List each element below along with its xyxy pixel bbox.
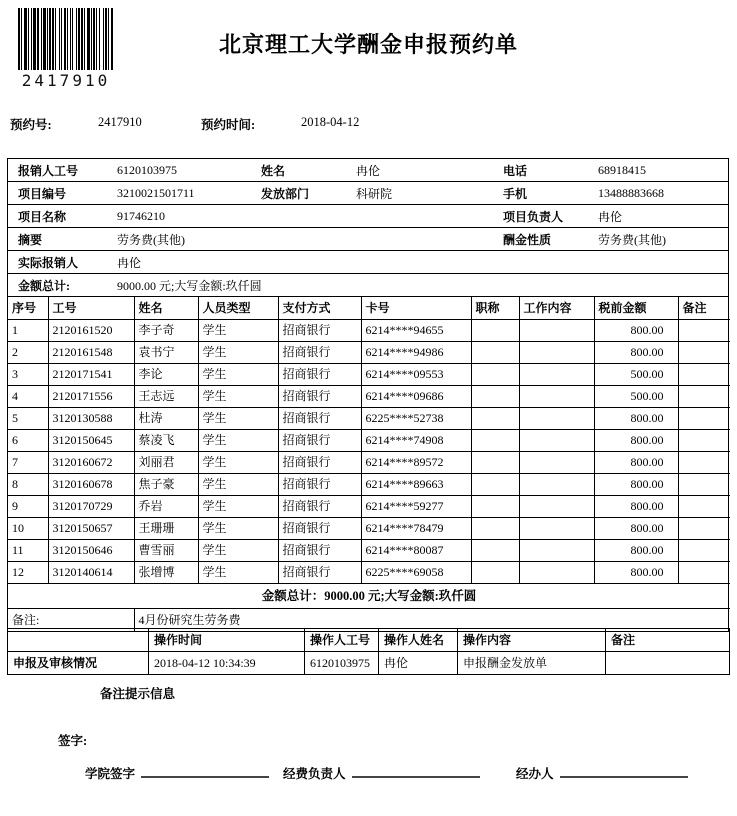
col-job-title: 职称	[471, 297, 519, 320]
audit-time: 2018-04-12 10:34:39	[149, 652, 305, 675]
col-employee-id: 工号	[48, 297, 134, 320]
table-cell: 9	[8, 496, 48, 518]
table-cell	[678, 540, 730, 562]
table-row	[8, 540, 730, 562]
reservation-no-value: 2417910	[98, 115, 142, 129]
audit-col-operator-id: 操作人工号	[305, 629, 379, 652]
table-cell: 学生	[198, 386, 278, 408]
college-signature-item	[85, 762, 269, 782]
remark-value: 4月份研究生劳务费	[138, 612, 241, 627]
audit-remark	[606, 652, 730, 675]
reservation-time-label: 预约时间:	[201, 118, 256, 132]
info-cell: 9000.00 元;大写金额:玖仟圆	[117, 278, 262, 293]
info-cell: 91746210	[117, 208, 165, 223]
table-cell: 2	[8, 342, 48, 364]
table-row	[8, 474, 730, 496]
audit-row-head: 申报及审核情况	[8, 652, 149, 675]
table-cell: 500.00	[594, 364, 678, 386]
table-cell	[519, 408, 594, 430]
table-cell: 6214****78479	[361, 518, 471, 540]
table-cell: 6214****59277	[361, 496, 471, 518]
table-cell: 招商银行	[278, 342, 361, 364]
table-cell: 4	[8, 386, 48, 408]
table-row	[8, 518, 730, 540]
fund-owner-signature-label: 经费负责人	[283, 767, 346, 781]
fund-owner-signature-item	[283, 762, 480, 782]
table-cell	[519, 320, 594, 342]
info-cell: 摘要	[18, 232, 43, 247]
table-cell	[678, 452, 730, 474]
table-cell	[678, 364, 730, 386]
handler-signature-item	[516, 762, 688, 782]
table-cell: 3	[8, 364, 48, 386]
table-cell: 11	[8, 540, 48, 562]
table-cell: 学生	[198, 518, 278, 540]
table-cell	[519, 474, 594, 496]
table-cell: 6214****09686	[361, 386, 471, 408]
info-cell: 项目负责人	[503, 209, 564, 224]
total-text: 金额总计：9000.00 元;大写金额:玖仟圆	[8, 584, 730, 609]
table-row	[8, 562, 730, 584]
table-cell: 3120170729	[48, 496, 134, 518]
table-cell: 6214****94655	[361, 320, 471, 342]
table-cell: 学生	[198, 342, 278, 364]
table-cell	[678, 342, 730, 364]
barcode-number: 2417910	[21, 71, 111, 90]
col-pretax-amount: 税前金额	[594, 297, 678, 320]
table-cell	[519, 562, 594, 584]
college-signature-line	[141, 762, 269, 778]
table-cell: 6225****52738	[361, 408, 471, 430]
col-pay-method: 支付方式	[278, 297, 361, 320]
table-row	[8, 408, 730, 430]
table-cell: 招商银行	[278, 320, 361, 342]
info-cell: 金额总计:	[18, 278, 70, 293]
info-cell: 发放部门	[261, 186, 310, 201]
table-cell: 2120161520	[48, 320, 134, 342]
table-cell: 800.00	[594, 342, 678, 364]
table-cell: 1	[8, 320, 48, 342]
table-cell: 800.00	[594, 496, 678, 518]
table-cell: 招商银行	[278, 408, 361, 430]
table-cell: 6214****89572	[361, 452, 471, 474]
table-cell: 6214****89663	[361, 474, 471, 496]
table-cell: 6214****94986	[361, 342, 471, 364]
info-cell: 酬金性质	[503, 232, 552, 247]
table-cell: 招商银行	[278, 474, 361, 496]
table-cell: 招商银行	[278, 518, 361, 540]
table-cell: 学生	[198, 452, 278, 474]
audit-operator-id: 6120103975	[305, 652, 379, 675]
table-cell: 800.00	[594, 430, 678, 452]
audit-data-row	[8, 652, 730, 675]
table-cell	[519, 452, 594, 474]
info-cell: 项目编号	[18, 186, 67, 201]
table-cell	[471, 452, 519, 474]
table-cell: 学生	[198, 320, 278, 342]
table-cell: 学生	[198, 562, 278, 584]
reservation-row	[0, 115, 737, 131]
table-cell: 5	[8, 408, 48, 430]
info-row	[8, 182, 728, 205]
signature-row	[0, 762, 737, 782]
table-row	[8, 496, 730, 518]
table-cell	[678, 562, 730, 584]
page-title: 北京理工大学酬金申报预约单	[218, 32, 518, 57]
table-cell: 12	[8, 562, 48, 584]
info-cell: 实际报销人	[18, 255, 79, 270]
table-cell	[678, 386, 730, 408]
col-person-type: 人员类型	[198, 297, 278, 320]
table-cell	[519, 364, 594, 386]
info-row	[8, 228, 728, 251]
reservation-no-label: 预约号:	[10, 118, 52, 132]
audit-section	[7, 628, 729, 675]
table-cell: 6	[8, 430, 48, 452]
table-cell: 800.00	[594, 562, 678, 584]
table-cell: 800.00	[594, 540, 678, 562]
table-cell: 招商银行	[278, 540, 361, 562]
table-cell	[519, 430, 594, 452]
info-cell: 手机	[503, 186, 528, 201]
table-cell: 3120160672	[48, 452, 134, 474]
table-cell: 张增博	[134, 562, 198, 584]
table-cell: 招商银行	[278, 386, 361, 408]
table-cell: 学生	[198, 474, 278, 496]
table-cell: 李论	[134, 364, 198, 386]
table-cell: 焦子豪	[134, 474, 198, 496]
audit-operator-name: 冉伦	[379, 652, 458, 675]
table-cell: 3120130588	[48, 408, 134, 430]
detail-table-header	[8, 297, 730, 320]
detail-table	[8, 297, 730, 631]
table-cell	[471, 430, 519, 452]
table-cell	[519, 386, 594, 408]
table-cell: 3120150646	[48, 540, 134, 562]
info-cell: 姓名	[261, 163, 286, 178]
table-cell	[471, 364, 519, 386]
table-row	[8, 452, 730, 474]
info-cell: 13488883668	[598, 185, 664, 200]
table-row	[8, 430, 730, 452]
table-cell: 学生	[198, 430, 278, 452]
info-cell: 报销人工号	[18, 163, 79, 178]
table-cell: 10	[8, 518, 48, 540]
table-cell	[471, 474, 519, 496]
table-cell: 招商银行	[278, 562, 361, 584]
table-cell: 学生	[198, 408, 278, 430]
table-cell: 800.00	[594, 474, 678, 496]
audit-col-blank	[8, 629, 149, 652]
form-box	[7, 158, 729, 632]
remark-label: 备注:	[8, 609, 134, 632]
table-cell	[471, 408, 519, 430]
table-cell	[471, 518, 519, 540]
table-cell: 学生	[198, 540, 278, 562]
table-cell: 乔岩	[134, 496, 198, 518]
table-cell: 袁书宁	[134, 342, 198, 364]
table-cell: 2120171541	[48, 364, 134, 386]
table-cell: 7	[8, 452, 48, 474]
table-cell: 800.00	[594, 518, 678, 540]
table-cell: 8	[8, 474, 48, 496]
table-cell	[519, 342, 594, 364]
table-cell: 2120171556	[48, 386, 134, 408]
info-cell: 项目名称	[18, 209, 67, 224]
table-cell	[471, 496, 519, 518]
audit-content: 申报酬金发放单	[458, 652, 606, 675]
table-cell: 招商银行	[278, 364, 361, 386]
table-cell: 招商银行	[278, 452, 361, 474]
signature-section-label: 签字:	[58, 734, 88, 748]
table-cell: 6214****74908	[361, 430, 471, 452]
table-cell	[678, 408, 730, 430]
table-cell	[678, 518, 730, 540]
info-cell: 6120103975	[117, 162, 177, 177]
audit-col-content: 操作内容	[458, 629, 606, 652]
audit-table	[7, 628, 730, 675]
table-cell: 蔡凌飞	[134, 430, 198, 452]
audit-col-remark: 备注	[606, 629, 730, 652]
table-cell	[471, 386, 519, 408]
remark-hint-label: 备注提示信息	[100, 687, 176, 701]
col-work-content: 工作内容	[519, 297, 594, 320]
handler-signature-label: 经办人	[516, 767, 554, 781]
info-row	[8, 274, 728, 297]
table-row	[8, 364, 730, 386]
table-cell: 800.00	[594, 452, 678, 474]
reservation-time-value: 2018-04-12	[301, 115, 360, 129]
info-cell: 冉伦	[117, 255, 142, 270]
table-cell: 3120150657	[48, 518, 134, 540]
table-cell: 800.00	[594, 408, 678, 430]
table-cell: 800.00	[594, 320, 678, 342]
table-cell: 刘丽君	[134, 452, 198, 474]
table-cell: 3120140614	[48, 562, 134, 584]
table-cell: 500.00	[594, 386, 678, 408]
table-cell: 招商银行	[278, 496, 361, 518]
info-cell: 电话	[503, 163, 528, 178]
info-row	[8, 159, 728, 182]
table-cell	[678, 320, 730, 342]
table-cell	[519, 496, 594, 518]
table-cell	[678, 430, 730, 452]
table-cell	[471, 562, 519, 584]
info-cell: 68918415	[598, 162, 646, 177]
table-cell	[471, 342, 519, 364]
table-cell: 3120160678	[48, 474, 134, 496]
audit-col-time: 操作时间	[149, 629, 305, 652]
table-cell	[519, 518, 594, 540]
col-remark: 备注	[678, 297, 730, 320]
table-cell: 6214****80087	[361, 540, 471, 562]
table-cell	[471, 540, 519, 562]
audit-col-operator-name: 操作人姓名	[379, 629, 458, 652]
info-cell: 科研院	[356, 186, 393, 201]
info-row	[8, 251, 728, 274]
table-cell: 学生	[198, 364, 278, 386]
table-cell: 李子奇	[134, 320, 198, 342]
table-cell: 6225****69058	[361, 562, 471, 584]
table-cell: 招商银行	[278, 430, 361, 452]
fund-owner-signature-line	[352, 762, 480, 778]
info-row	[8, 205, 728, 228]
table-cell: 杜涛	[134, 408, 198, 430]
table-row	[8, 386, 730, 408]
table-cell: 3120150645	[48, 430, 134, 452]
info-section	[8, 159, 728, 297]
table-cell	[471, 320, 519, 342]
table-cell: 学生	[198, 496, 278, 518]
info-cell: 冉伦	[598, 209, 623, 224]
info-cell: 3210021501711	[117, 185, 195, 200]
table-cell: 王志远	[134, 386, 198, 408]
col-name: 姓名	[134, 297, 198, 320]
info-cell: 劳务费(其他)	[598, 232, 666, 247]
info-cell: 劳务费(其他)	[117, 232, 185, 247]
college-signature-label: 学院签字	[85, 767, 136, 781]
col-card-no: 卡号	[361, 297, 471, 320]
total-row	[8, 584, 730, 609]
table-cell: 曹雪丽	[134, 540, 198, 562]
info-cell: 冉伦	[356, 163, 381, 178]
table-cell	[678, 474, 730, 496]
table-cell	[519, 540, 594, 562]
table-cell: 王珊珊	[134, 518, 198, 540]
table-cell	[678, 496, 730, 518]
table-cell: 6214****09553	[361, 364, 471, 386]
table-row	[8, 342, 730, 364]
audit-header-row	[8, 629, 730, 652]
detail-table-body	[8, 320, 730, 584]
table-row	[8, 320, 730, 342]
col-seq: 序号	[8, 297, 48, 320]
table-cell: 2120161548	[48, 342, 134, 364]
handler-signature-line	[560, 762, 688, 778]
